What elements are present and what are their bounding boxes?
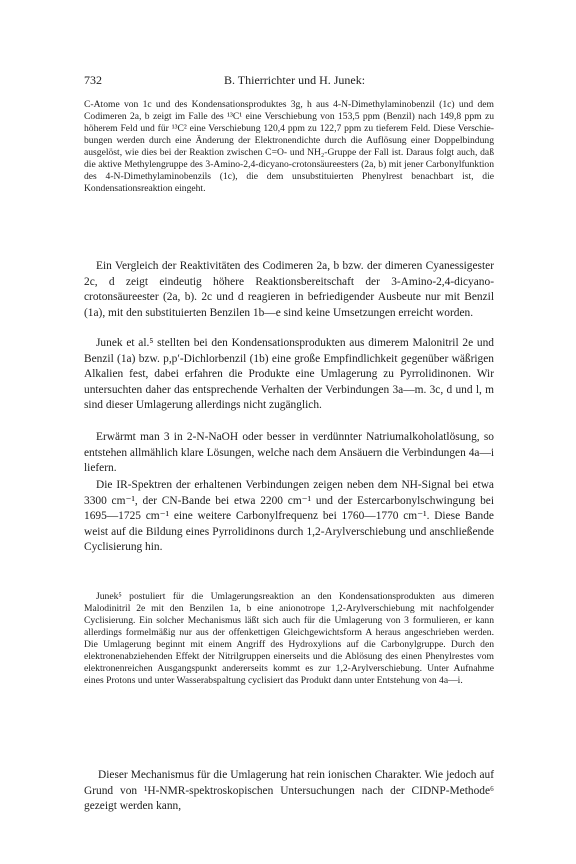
paragraph-mechanism-small: Junek⁵ postuliert für die Umlagerungsreaktion an den Kondensationsprodukten aus dimeren Malodinitril 2e mit den Benzilen 1a, b eine anionotrope 1,2-Arylverschiebung mit nachfolgender Cyclisierung. Ein solcher Mechanismus läßt sich auch für die Umlagerung von 3 formulieren, er kann allerdings formelmäßig nur aus der offenkettigen Gleichgewichtsform A heraus angeschrieben werden. Die Umlagerung beginnt mit einem Angriff des Hydroxylions auf die Carbonylgruppe. Durch den elektronenabziehenden Effekt der Nitrilgruppen einerseits und die Ablösung des einen Phenylrestes vom elektronenreichen Ausgangspunkt andererseits kommt es zur 1,2-Arylverschiebung. Unter Aufnahme eines Protons und unter Wasserabspaltung cyclisiert das Produkt dann unter Entstehung von 4a—i. (84, 591, 494, 687)
paragraph-ionic-character: Dieser Mechanismus für die Umlagerung hat rein ionischen Charakter. Wie jedoch auf Grund von ¹H-NMR-spektroskopischen Untersuchungen nach der CIDNP-Methode⁶ gezeigt werden kann, (84, 769, 494, 813)
paragraph-naoh-treatment: Erwärmt man 3 in 2-N-NaOH oder besser in verdünnter Natriumalkoholatlösung, so entstehen allmählich klare Lösungen, welche nach dem Ansäuern die Verbindungen 4a—i liefern. (84, 431, 494, 475)
running-title: B. Thierrichter und H. Junek: (224, 73, 366, 87)
paragraph-junek-rearrangement: Junek et al.⁵ stellten bei den Kondensationsprodukten aus dimerem Malonitril 2e und Benzil (1a) bzw. p,p′-Dichlorbenzil (1b) eine große Empfindlichkeit gegenüber wäßrigen Alkalien fest, dabei erfahren die Produkte eine Umlagerung zu Pyrrolidinonen. Wir untersuchten daher das entsprechende Verhalten der Verbindungen 3a—m. 3c, d und l, m sind dieser Umlagerung allerdings nicht zugänglich. (84, 337, 494, 412)
page (84, 0, 494, 864)
paragraph-nmr-shift: C-Atome von 1c und des Kondensationsproduktes 3g, h aus 4-N-Dimethylaminobenzil (1c) und dem Codimeren 2a, b zeigt im Falle des ¹³C¹ eine Verschiebung von 153,5 ppm (Benzil) nach 149,8 ppm zu höherem Feld und für ¹³C² eine Verschiebung 120,4 ppm zu 122,7 ppm zu tieferem Feld. Diese Verschiebungen werden durch eine Änderung der Elektronendichte durch die Auflösung einer Doppelbindung ausgelöst, wie dies bei der Reaktion zwischen C=O- und NH₂-Gruppe der Fall ist. Daraus folgt auch, daß die aktive Methylengruppe des 3-Amino-2,4-dicyano-crotonsäureesters (2a, b) mit jener Carbonylfunktion des 4-N-Dimethylaminobenzils (1c), die dem unsubstituierten Phenylrest benachbart ist, die Kondensationsreaktion eingeht. (84, 99, 494, 195)
page-header (84, 73, 494, 89)
paragraph-ir-spectra: Die IR-Spektren der erhaltenen Verbindungen zeigen neben dem NH-Signal bei etwa 3300 cm⁻¹, der CN-Bande bei etwa 2200 cm⁻¹ und der Estercarbonylschwingung bei 1695—1725 cm⁻¹ eine weitere Carbonylfrequenz bei 1760—1770 cm⁻¹. Diese Bande weist auf die Bildung eines Pyrrolidinons durch 1,2-Arylverschiebung und anschließende Cyclisierung hin. (84, 479, 494, 554)
page-number: 732 (84, 73, 102, 87)
paragraph-reactivity-comparison: Ein Vergleich der Reaktivitäten des Codimeren 2a, b bzw. der dimeren Cyanessigester 2c, d zeigt eindeutig höhere Reaktionsbereitschaft der 3-Amino-2,4-dicyano-crotonsäureester (2a, b). 2c und d reagieren in befriedigender Ausbeute nur mit Benzil (1a), mit den substituierten Benzilen 1b—e sind keine Umsetzungen erreicht worden. (84, 260, 494, 319)
